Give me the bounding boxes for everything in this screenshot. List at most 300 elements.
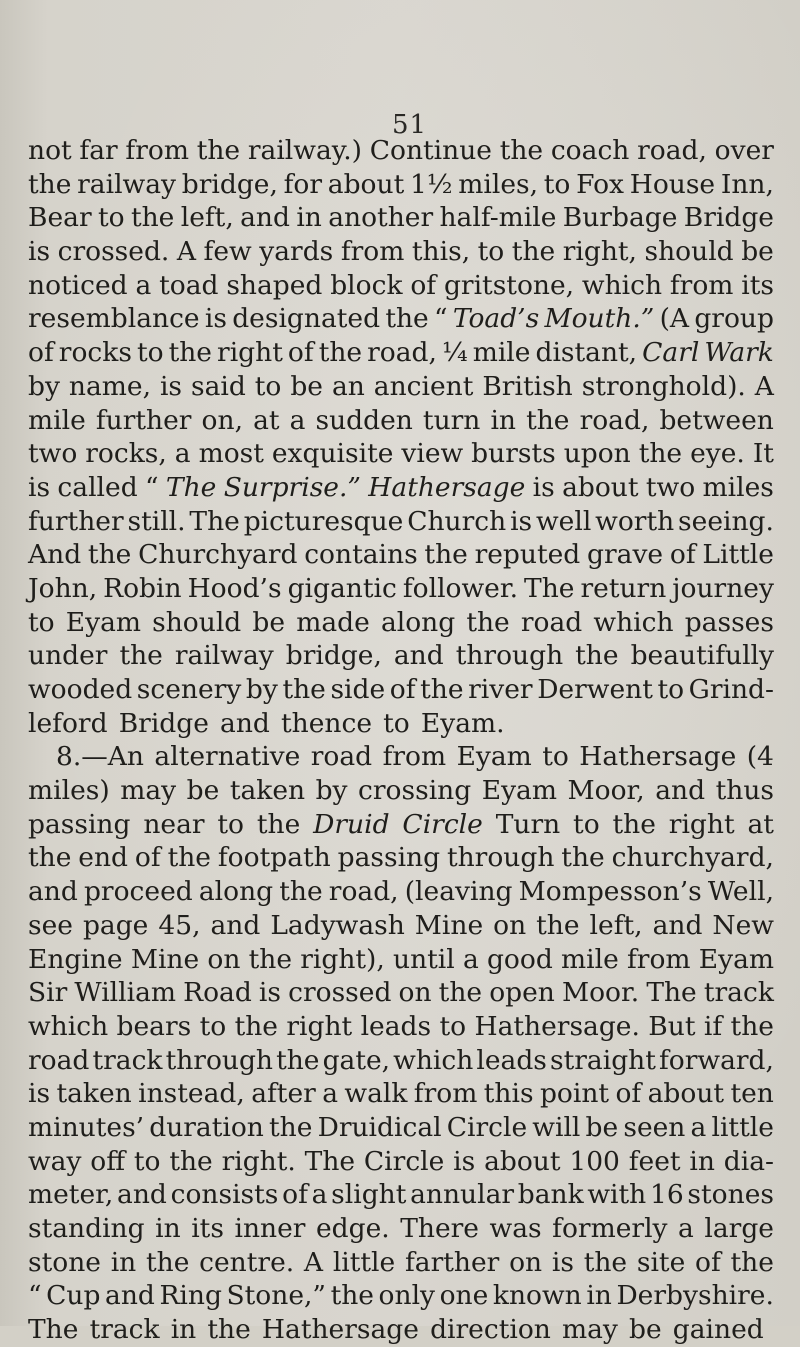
- word: and: [655, 775, 706, 807]
- word: little: [711, 1111, 774, 1143]
- word: is: [258, 977, 281, 1009]
- word: contains: [304, 539, 418, 571]
- word: between: [659, 404, 774, 436]
- word: block: [330, 269, 403, 301]
- word: through: [165, 1044, 273, 1076]
- word: meter,: [28, 1179, 114, 1211]
- word: British: [482, 370, 573, 402]
- word: of: [28, 337, 54, 369]
- text-line: [28, 1077, 774, 1111]
- word: the: [511, 236, 556, 268]
- word: and: [105, 1280, 155, 1312]
- word: The: [165, 471, 217, 503]
- word: which: [581, 269, 663, 301]
- word: the: [279, 876, 323, 908]
- word: its: [191, 1213, 224, 1244]
- text-line: [28, 201, 774, 235]
- word: to: [542, 741, 569, 773]
- word: track: [92, 1044, 163, 1076]
- word: half-mile: [439, 202, 557, 234]
- word: is: [204, 303, 227, 335]
- word: Circle: [363, 1145, 445, 1177]
- page-number: 51: [392, 110, 428, 140]
- word: walk: [344, 1078, 408, 1110]
- word: distant,: [535, 337, 638, 369]
- word: the: [583, 1246, 628, 1278]
- word: in: [296, 202, 322, 234]
- word: be: [585, 1111, 619, 1143]
- word: the: [248, 943, 293, 975]
- word: passing: [28, 808, 131, 840]
- word: Road: [183, 977, 252, 1009]
- word: from: [669, 269, 734, 301]
- word: the: [28, 842, 72, 874]
- word: the: [269, 1111, 313, 1143]
- word: designated: [232, 303, 381, 335]
- word: and: [117, 1179, 167, 1211]
- text-line: [28, 909, 774, 943]
- word: House: [629, 168, 716, 200]
- word: by: [315, 775, 348, 807]
- text-line: [28, 673, 774, 707]
- word: Cup: [46, 1280, 101, 1312]
- word: toad: [159, 269, 219, 301]
- word: the: [196, 135, 241, 166]
- word: well: [535, 505, 592, 537]
- word: the: [575, 640, 619, 672]
- text-line: [28, 269, 774, 303]
- word: reputed: [474, 539, 581, 571]
- word: page: [82, 909, 149, 941]
- word: way: [28, 1145, 82, 1177]
- word: the: [424, 539, 468, 571]
- word: The: [189, 505, 240, 537]
- word: of: [134, 842, 161, 874]
- word: coach: [550, 135, 630, 166]
- word: is: [28, 236, 51, 268]
- word: should: [644, 236, 734, 268]
- word: was: [489, 1213, 542, 1244]
- word: grave: [587, 539, 664, 571]
- word: and: [210, 909, 261, 941]
- word: the: [638, 438, 683, 470]
- word: of: [389, 674, 416, 705]
- text-line: [28, 740, 774, 774]
- word: bridge,: [181, 168, 278, 200]
- text-line: [28, 1111, 774, 1145]
- word: Moor.: [561, 977, 640, 1009]
- word: and: [28, 876, 78, 908]
- word: right,: [562, 236, 637, 268]
- word: further: [95, 404, 192, 436]
- word: resemblance: [28, 303, 200, 335]
- text-line: [28, 336, 774, 370]
- word: scenery: [136, 674, 242, 705]
- word: the: [420, 674, 464, 705]
- word: a: [322, 1078, 338, 1110]
- word: straight: [550, 1044, 656, 1076]
- word: The: [304, 1145, 356, 1177]
- text-line: [28, 1145, 774, 1179]
- word: until: [393, 943, 455, 975]
- word: another: [328, 202, 434, 234]
- word: Fox: [576, 168, 624, 200]
- word: New: [712, 909, 774, 941]
- word: on,: [201, 404, 243, 436]
- word: is: [159, 370, 183, 402]
- word: gate,: [322, 1044, 391, 1076]
- word: Bear: [28, 202, 92, 234]
- word: under: [28, 640, 108, 672]
- word: return: [580, 572, 667, 604]
- word: be: [290, 370, 323, 402]
- word: standing: [28, 1213, 145, 1244]
- word: the: [612, 808, 656, 840]
- word: of: [669, 539, 696, 571]
- word: gained: [672, 1314, 764, 1346]
- word: be: [252, 606, 286, 638]
- text-line: [28, 639, 774, 673]
- word: John,: [28, 572, 98, 604]
- word: in: [490, 404, 516, 436]
- word: road,: [579, 404, 650, 436]
- word: is: [28, 1078, 51, 1110]
- word: (leaving: [404, 876, 513, 908]
- word: Eyam: [698, 943, 774, 975]
- word: 45,: [158, 909, 201, 941]
- word: if: [703, 1010, 723, 1042]
- word: of: [282, 1179, 308, 1211]
- word: group: [694, 303, 774, 335]
- word: instead,: [138, 1078, 245, 1110]
- word: the: [234, 1010, 278, 1042]
- word: rocks,: [85, 438, 167, 470]
- text-line: [28, 1044, 774, 1078]
- word: passing: [337, 842, 441, 874]
- word: two: [645, 471, 696, 503]
- word: to: [657, 674, 685, 705]
- word: (4: [746, 741, 774, 773]
- word: direction: [430, 1314, 551, 1346]
- word: Derwent: [537, 674, 653, 705]
- word: Ring: [159, 1280, 222, 1312]
- word: may: [120, 775, 177, 807]
- word: the: [536, 909, 580, 941]
- word: miles): [28, 775, 110, 807]
- word: Churchyard: [138, 539, 298, 571]
- word: be: [629, 1314, 662, 1346]
- word: Eyam.: [420, 707, 505, 739]
- word: upon: [563, 438, 631, 470]
- word: There: [400, 1213, 479, 1244]
- word: ten: [730, 1078, 774, 1110]
- word: 1½: [409, 168, 453, 200]
- text-line: [28, 302, 774, 336]
- text-line: [28, 235, 774, 269]
- word: of: [287, 337, 314, 369]
- word: from: [125, 135, 189, 166]
- word: edge.: [315, 1213, 390, 1244]
- word: Eyam: [456, 741, 532, 773]
- word: road,: [637, 135, 707, 166]
- word: passes: [684, 606, 774, 638]
- word: an: [331, 370, 365, 402]
- word: and: [220, 707, 270, 739]
- word: The: [646, 977, 697, 1009]
- word: to: [383, 707, 410, 739]
- word: miles: [702, 471, 774, 503]
- word: of: [695, 1246, 721, 1278]
- word: side: [330, 674, 386, 705]
- word: footpath: [217, 842, 331, 874]
- text-line: [28, 808, 774, 842]
- word: picturesque: [243, 505, 404, 537]
- word: yards: [259, 236, 334, 268]
- word: shaped: [226, 269, 323, 301]
- word: Eyam: [65, 606, 141, 638]
- word: the: [282, 674, 326, 705]
- word: is: [28, 471, 51, 503]
- word: forward,: [658, 1044, 774, 1076]
- word: crossing: [358, 775, 472, 807]
- word: view: [401, 438, 464, 470]
- word: the: [119, 640, 163, 672]
- word: may: [561, 1314, 618, 1346]
- word: a: [462, 943, 479, 975]
- word: which: [593, 606, 674, 638]
- word: The: [524, 572, 575, 604]
- word: a: [135, 269, 152, 301]
- word: be: [186, 775, 220, 807]
- word: Eyam: [481, 775, 557, 807]
- text-line: [28, 1212, 774, 1246]
- word: a: [311, 1179, 328, 1211]
- word: site: [636, 1246, 686, 1278]
- word: thus: [715, 775, 774, 807]
- word: Hood’s: [187, 572, 282, 604]
- word: road: [520, 606, 583, 638]
- word: beautifully: [630, 640, 774, 672]
- word: Ladywash: [270, 909, 405, 941]
- word: Turn: [495, 808, 561, 840]
- word: Hathersage: [579, 741, 737, 773]
- word: the: [146, 1246, 190, 1278]
- word: follower.: [402, 572, 519, 604]
- word: turn: [422, 404, 481, 436]
- word: (A: [659, 303, 690, 335]
- word: along: [380, 606, 456, 638]
- word: most: [198, 438, 264, 470]
- word: to: [217, 808, 245, 840]
- word: and: [652, 909, 703, 941]
- word: A: [303, 1246, 324, 1278]
- word: Derbyshire.: [616, 1280, 774, 1312]
- word: river: [468, 674, 533, 705]
- word: Well,: [707, 876, 774, 908]
- text-line: [28, 943, 774, 977]
- word: this,: [411, 236, 471, 268]
- word: in: [110, 1246, 137, 1278]
- word: Mompesson’s: [518, 876, 702, 908]
- word: railway.): [247, 135, 362, 166]
- word: after: [251, 1078, 316, 1110]
- text-line: [28, 1279, 774, 1313]
- word: proceed: [83, 876, 193, 908]
- word: from: [340, 236, 405, 268]
- text-line: [28, 1246, 774, 1280]
- word: a: [289, 404, 306, 436]
- word: from: [382, 741, 447, 773]
- word: this: [483, 1078, 534, 1110]
- word: the: [169, 1145, 213, 1177]
- text-line: [28, 572, 774, 606]
- word: about: [647, 1078, 725, 1110]
- word: road: [310, 741, 373, 773]
- word: Burbage: [562, 202, 678, 234]
- text-line: [28, 1178, 774, 1212]
- word: Mine: [130, 943, 200, 975]
- word: one: [439, 1280, 489, 1312]
- word: track: [89, 1314, 160, 1346]
- word: taken: [56, 1078, 132, 1110]
- word: by: [28, 370, 60, 402]
- word: the: [318, 337, 363, 369]
- text-line: [28, 707, 774, 741]
- word: railway: [174, 640, 274, 672]
- word: should: [152, 606, 242, 638]
- word: of: [410, 269, 437, 301]
- word: not: [28, 135, 72, 166]
- word: is: [551, 1246, 574, 1278]
- word: seeing.: [678, 505, 774, 537]
- text-line: [28, 774, 774, 808]
- word: the: [276, 1044, 320, 1076]
- word: The: [28, 1314, 79, 1346]
- word: Sir: [28, 977, 68, 1009]
- word: to: [543, 168, 571, 200]
- body-text: [28, 134, 774, 1347]
- word: miles,: [458, 168, 539, 200]
- word: mile: [561, 943, 619, 975]
- word: near: [143, 808, 205, 840]
- word: right: [217, 337, 283, 369]
- word: thence: [281, 707, 373, 739]
- word: Hathersage.: [474, 1010, 640, 1042]
- word: left,: [589, 909, 643, 941]
- word: noticed: [28, 269, 128, 301]
- word: and: [393, 640, 444, 672]
- word: the: [561, 842, 605, 874]
- word: consists: [170, 1179, 279, 1211]
- text-line: [28, 841, 774, 875]
- word: stone: [28, 1246, 101, 1278]
- word: few: [203, 236, 252, 268]
- word: Carl: [642, 337, 700, 369]
- text-line: [28, 606, 774, 640]
- word: centre.: [199, 1246, 295, 1278]
- word: for: [283, 168, 323, 200]
- word: known: [492, 1280, 582, 1312]
- word: 16: [649, 1179, 684, 1211]
- text-line: [28, 875, 774, 909]
- word: worth: [595, 505, 675, 537]
- word: bank: [517, 1179, 584, 1211]
- word: taken: [229, 775, 306, 807]
- text-line: [28, 134, 774, 168]
- word: which: [393, 1044, 474, 1076]
- word: 100: [569, 1145, 620, 1177]
- word: on: [509, 1246, 543, 1278]
- word: farther: [404, 1246, 500, 1278]
- word: Continue: [369, 135, 492, 166]
- word: Mine: [414, 909, 484, 941]
- word: made: [296, 606, 370, 638]
- word: Church: [407, 505, 507, 537]
- word: on: [493, 909, 527, 941]
- word: a: [690, 1111, 707, 1143]
- word: slight: [331, 1179, 407, 1211]
- word: to: [573, 808, 600, 840]
- word: exquisite: [271, 438, 394, 470]
- word: at: [747, 808, 774, 840]
- word: formerly: [552, 1213, 668, 1244]
- word: seen: [623, 1111, 686, 1143]
- word: A: [176, 236, 197, 268]
- text-line: [28, 471, 774, 505]
- word: Stone,”: [226, 1280, 326, 1312]
- word: right: [286, 1010, 353, 1042]
- word: Druidical: [317, 1111, 442, 1143]
- word: gigantic: [287, 572, 397, 604]
- word: Hathersage: [261, 1314, 419, 1346]
- word: mile: [472, 337, 531, 369]
- word: along: [198, 876, 274, 908]
- word: two: [28, 438, 78, 470]
- text-line: [28, 370, 774, 404]
- word: left,: [180, 202, 234, 234]
- word: crossed.: [57, 236, 170, 268]
- word: and: [240, 202, 290, 234]
- word: bridge,: [285, 640, 382, 672]
- word: inner: [234, 1213, 306, 1244]
- word: crossed: [288, 977, 392, 1009]
- word: rocks: [58, 337, 132, 369]
- word: to: [136, 337, 164, 369]
- word: the: [526, 404, 570, 436]
- word: to: [477, 236, 505, 268]
- word: journey: [672, 572, 774, 604]
- word: annular: [410, 1179, 515, 1211]
- word: churchyard,: [611, 842, 774, 874]
- word: point: [539, 1078, 610, 1110]
- word: ¼: [441, 337, 468, 369]
- word: good: [486, 943, 553, 975]
- word: “: [434, 303, 448, 335]
- word: Robin: [103, 572, 182, 604]
- word: leford: [28, 707, 108, 739]
- word: to: [199, 1010, 227, 1042]
- word: road: [28, 1044, 90, 1076]
- word: about: [562, 471, 639, 503]
- word: a: [678, 1213, 694, 1244]
- word: Hathersage: [368, 471, 526, 503]
- text-line: [28, 168, 774, 202]
- word: through: [446, 842, 555, 874]
- word: wooded: [28, 674, 133, 705]
- word: leads: [360, 1010, 432, 1042]
- word: large: [704, 1213, 774, 1244]
- word: road,: [367, 337, 437, 369]
